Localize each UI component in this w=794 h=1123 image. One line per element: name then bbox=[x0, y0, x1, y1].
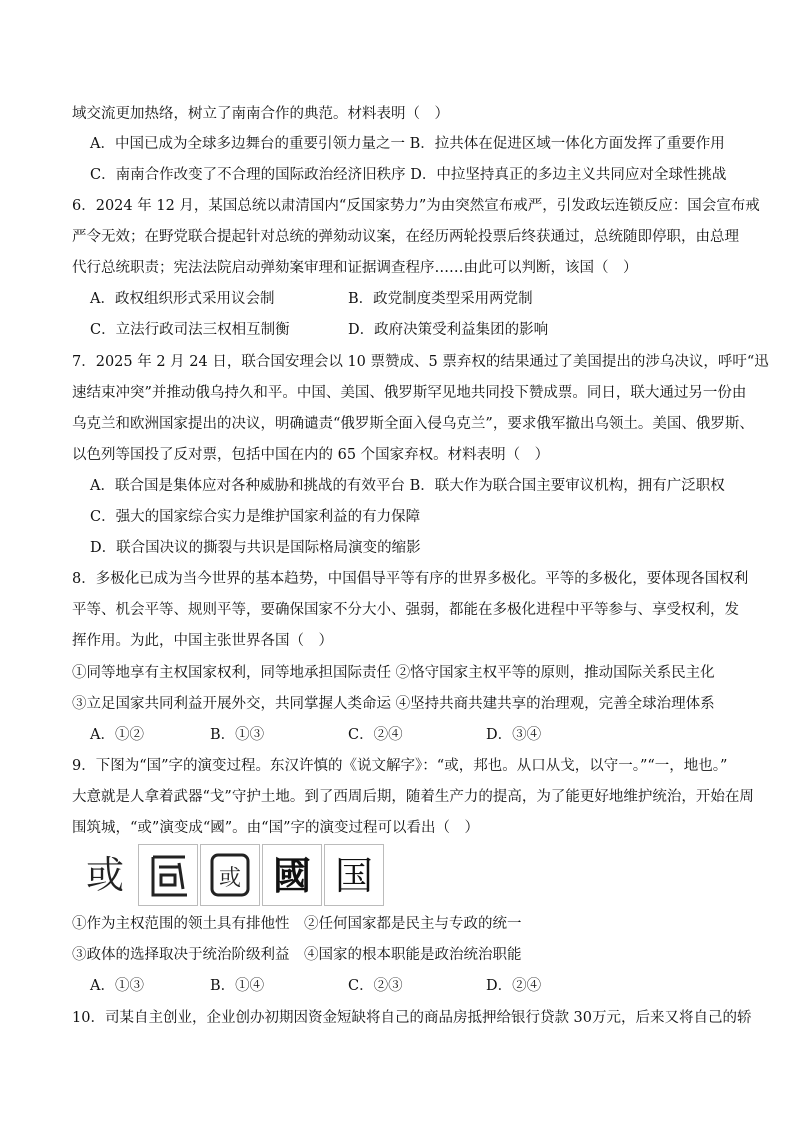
q8-statement: ①同等地享有主权国家权利，同等地承担国际责任 ②恪守国家主权平等的原则，推动国际关系民主化 bbox=[72, 665, 715, 681]
option-line: A．中国已成为全球多边舞台的重要引领力量之一 B．拉共体在促进区域一体化方面发挥了重要作用 bbox=[90, 136, 725, 152]
svg-text:國: 國 bbox=[272, 854, 312, 898]
q9-option-b: B．①④ bbox=[210, 978, 265, 994]
q7-option-d: D．联合国决议的撕裂与共识是国际格局演变的缩影 bbox=[90, 540, 421, 556]
oracle-guo-glyph bbox=[76, 844, 134, 904]
svg-text:国: 国 bbox=[334, 854, 374, 898]
q9-option-c: C．②③ bbox=[348, 978, 403, 994]
q8-option-a: A．①② bbox=[90, 727, 144, 743]
q7-option-c: C．强大的国家综合实力是维护国家利益的有力保障 bbox=[90, 509, 421, 525]
q8-option-c: C．②④ bbox=[348, 727, 403, 743]
question-6-stem: 代行总统职责；宪法法院启动弹劾案审理和证据调查程序……由此可以判断，该国（ ） bbox=[72, 260, 638, 276]
question-9-stem: 围筑城，“或”演变成“國”。由“国”字的演变过程可以看出（ ） bbox=[72, 820, 479, 836]
question-10-stem: 10．司某自主创业，企业创办初期因资金短缺将自己的商品房抵押给银行贷款 30万元，后来又将自己的轿 bbox=[72, 1010, 752, 1026]
seal-guo-glyph bbox=[200, 844, 260, 906]
q7-option-ab: A．联合国是集体应对各种威胁和挑战的有效平台 B．联大作为联合国主要审议机构，拥有广泛职权 bbox=[90, 478, 725, 494]
question-6-stem: 严令无效；在野党联合提起针对总统的弹劾动议案，在经历两轮投票后终获通过，总统随即停职，由总理 bbox=[72, 229, 739, 245]
q6-option-a: A．政权组织形式采用议会制 bbox=[90, 291, 275, 307]
q8-option-d: D．③④ bbox=[486, 727, 542, 743]
question-6-stem: 6．2024 年 12 月，某国总统以肃清国内“反国家势力”为由突然宣布戒严，引发政坛连锁反应：国会宣布戒 bbox=[72, 198, 760, 214]
question-7-stem: 乌克兰和欧洲国家提出的决议，明确谴责“俄罗斯全面入侵乌克兰”，要求俄军撤出乌领土。美国、俄罗斯、 bbox=[72, 416, 754, 432]
question-8-stem: 8．多极化已成为当今世界的基本趋势，中国倡导平等有序的世界多极化。平等的多极化，要体现各国权利 bbox=[72, 571, 749, 587]
q9-option-a: A．①③ bbox=[90, 978, 144, 994]
q9-option-d: D．②④ bbox=[486, 978, 542, 994]
traditional-guo-glyph bbox=[262, 844, 322, 906]
text-line: 域交流更加热络，树立了南南合作的典范。材料表明（ ） bbox=[72, 106, 449, 122]
question-7-stem: 以色列等国投了反对票，包括中国在内的 65 个国家弃权。材料表明（ ） bbox=[72, 447, 550, 463]
question-8-stem: 平等、机会平等、规则平等，要确保国家不分大小、强弱，都能在多极化进程中平等参与、享受权利，发 bbox=[72, 602, 739, 618]
q6-option-b: B．政党制度类型采用两党制 bbox=[348, 291, 533, 307]
svg-text:或: 或 bbox=[218, 866, 242, 891]
svg-text:或: 或 bbox=[85, 853, 125, 897]
q8-statement: ③立足国家共同利益开展外交，共同掌握人类命运 ④坚持共商共建共享的治理观，完善全球治理体系 bbox=[72, 696, 715, 712]
guo-evolution-figure bbox=[76, 844, 386, 908]
bronze-guo-glyph bbox=[138, 844, 198, 906]
question-9-stem: 大意就是人拿着武器“戈”守护土地。到了西周后期，随着生产力的提高，为了能更好地维护统治，开始在周 bbox=[72, 789, 754, 805]
question-9-stem: 9．下图为“国”字的演变过程。东汉许慎的《说文解字》：“或，邦也。从口从戈，以守一。”“一，地也。” bbox=[72, 758, 728, 774]
question-8-stem: 挥作用。为此，中国主张世界各国（ ） bbox=[72, 633, 333, 649]
q6-option-c: C．立法行政司法三权相互制衡 bbox=[90, 322, 290, 338]
q9-statement: ③政体的选择取决于统治阶级利益 ④国家的根本职能是政治统治职能 bbox=[72, 947, 522, 963]
simplified-guo-glyph bbox=[324, 844, 384, 906]
q9-statement: ①作为主权范围的领土具有排他性 ②任何国家都是民主与专政的统一 bbox=[72, 916, 522, 932]
option-line: C．南南合作改变了不合理的国际政治经济旧秩序 D．中拉坚持真正的多边主义共同应对全球性挑战 bbox=[90, 167, 727, 183]
q8-option-b: B．①③ bbox=[210, 727, 265, 743]
question-7-stem: 7．2025 年 2 月 24 日，联合国安理会以 10 票赞成、5 票弃权的结果通过了美国提出的涉乌决议，呼吁“迅 bbox=[72, 354, 769, 370]
question-7-stem: 速结束冲突”并推动俄乌持久和平。中国、美国、俄罗斯罕见地共同投下赞成票。同日，联大通过另一份由 bbox=[72, 385, 747, 401]
q6-option-d: D．政府决策受利益集团的影响 bbox=[348, 322, 549, 338]
